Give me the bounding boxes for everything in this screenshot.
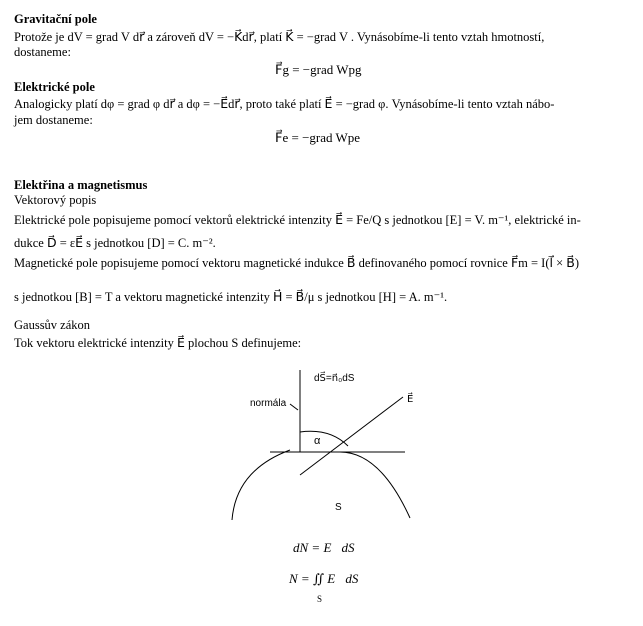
surface-left-curve xyxy=(232,450,290,520)
subheading-vector: Vektorový popis xyxy=(14,193,97,207)
gauss-text-1: Tok vektoru elektrické intenzity E⃗ plochou S definujeme: xyxy=(14,336,302,350)
gravity-text-2: dostaneme: xyxy=(14,45,71,59)
gravity-text-1: Protože je dV = grad V dr⃗ a zároveň dV = −K⃗dr⃗, platí K⃗ = −grad V . Vynásobíme-li tento vztah hmotností, xyxy=(14,30,545,44)
electric-text-1: Analogicky platí dφ = grad φ dr⃗ a dφ = −E⃗dr⃗, proto také platí E⃗ = −grad φ. Vynásobíme-li tento vztah nábo- xyxy=(14,97,555,111)
normal-label: normála xyxy=(250,398,287,409)
gauss-formula-1: dN = E⃗dS⃗ xyxy=(293,540,365,555)
s-label: S xyxy=(335,502,342,513)
em-text-3: Magnetické pole popisujeme pomocí vektoru magnetické indukce B⃗ definovaného pomocí rovnice F⃗m = I(l⃗ × B⃗) xyxy=(14,256,580,270)
heading-electric: Elektrické pole xyxy=(14,80,95,94)
heading-em: Elektřina a magnetismus xyxy=(14,178,148,192)
ds-label: dS⃗=n⃗₀dS xyxy=(314,373,355,384)
electric-text-2: jem dostaneme: xyxy=(14,113,93,127)
alpha-label: α xyxy=(314,435,321,447)
em-text-2: dukce D⃗ = εE⃗ s jednotkou [D] = C. m⁻². xyxy=(14,236,216,250)
gravity-formula: F⃗g = −grad Wpg xyxy=(275,62,362,77)
normal-pointer xyxy=(290,404,298,410)
e-label: E⃗ xyxy=(407,394,414,405)
heading-gauss: Gaussův zákon xyxy=(14,318,91,332)
em-text-4: s jednotkou [B] = T a vektoru magnetické intenzity H⃗ = B⃗/μ s jednotkou [H] = A. m⁻¹. xyxy=(14,290,448,304)
electric-formula: F⃗e = −grad Wpe xyxy=(275,130,361,145)
em-text-1: Elektrické pole popisujeme pomocí vektorů elektrické intenzity E⃗ = Fe/Q s jednotkou [E] = V. m⁻¹, elektrické in- xyxy=(14,213,581,227)
surface-right-curve xyxy=(340,452,410,518)
heading-gravity: Gravitační pole xyxy=(14,12,97,26)
gauss-formula-2-sub: S xyxy=(317,594,323,604)
gauss-formula-2: N = ∬ E⃗dS⃗ xyxy=(289,571,369,586)
